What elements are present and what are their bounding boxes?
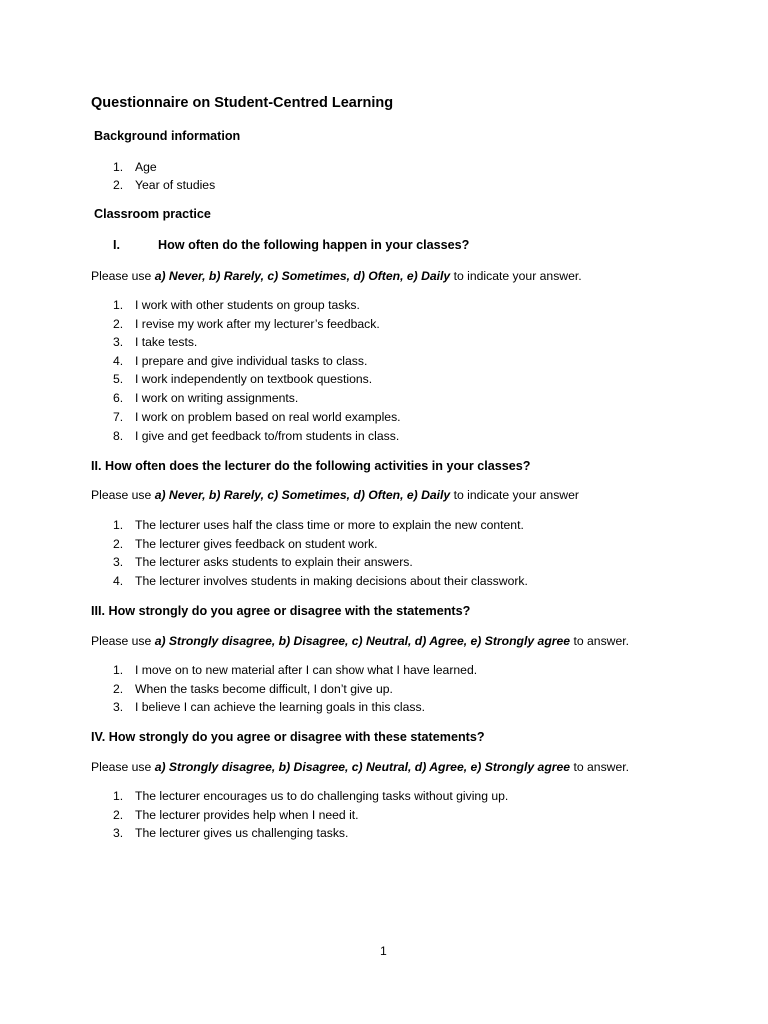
- list-text: The lecturer encourages us to do challenging tasks without giving up.: [135, 789, 509, 803]
- answer-scale: a) Strongly disagree, b) Disagree, c) Neutral, d) Agree, e) Strongly agree: [154, 634, 571, 648]
- answer-scale: a) Never, b) Rarely, c) Sometimes, d) Often, e) Daily: [154, 269, 451, 283]
- list-item: [113, 537, 378, 551]
- list-item: [113, 178, 215, 192]
- list-number: 8.: [113, 429, 124, 443]
- list-text: The lecturer asks students to explain their answers.: [135, 555, 413, 569]
- section-1-roman: I.: [113, 238, 120, 252]
- list-text: The lecturer involves students in making decisions about their classwork.: [135, 574, 528, 588]
- intro-text: Please use: [91, 760, 155, 774]
- list-number: 2.: [113, 178, 124, 192]
- section-1-title: How often do the following happen in your classes?: [158, 238, 470, 252]
- list-number: 1.: [113, 298, 124, 312]
- list-number: 2.: [113, 317, 124, 331]
- answer-scale: a) Never, b) Rarely, c) Sometimes, d) Often, e) Daily: [154, 488, 451, 502]
- page-number: 1: [380, 944, 387, 958]
- list-item: [113, 518, 524, 532]
- list-text: I work with other students on group tasks.: [135, 298, 360, 312]
- list-item: [113, 429, 399, 443]
- list-item: [113, 700, 425, 714]
- section-1-heading: [113, 238, 469, 252]
- list-number: 3.: [113, 555, 124, 569]
- list-item: [113, 354, 367, 368]
- section-4-heading: IV. How strongly do you agree or disagree with these statements?: [91, 730, 485, 744]
- list-text: I believe I can achieve the learning goals in this class.: [135, 700, 425, 714]
- intro-text: to indicate your answer.: [450, 269, 582, 283]
- list-number: 1.: [113, 518, 124, 532]
- background-heading: Background information: [94, 129, 241, 143]
- list-number: 3.: [113, 826, 124, 840]
- list-text: I prepare and give individual tasks to class.: [135, 354, 368, 368]
- list-item: [113, 808, 359, 822]
- list-text: I take tests.: [135, 335, 198, 349]
- section-3-intro: [91, 634, 629, 648]
- list-item: [113, 789, 508, 803]
- intro-text: Please use: [91, 269, 155, 283]
- list-text: Year of studies: [135, 178, 216, 192]
- list-item: [113, 335, 197, 349]
- list-item: [113, 663, 477, 677]
- list-text: I revise my work after my lecturer’s feedback.: [135, 317, 380, 331]
- list-number: 1.: [113, 663, 124, 677]
- intro-text: to answer.: [570, 634, 630, 648]
- list-text: I work on problem based on real world examples.: [135, 410, 401, 424]
- list-text: I give and get feedback to/from students in class.: [135, 429, 400, 443]
- list-number: 2.: [113, 682, 124, 696]
- list-number: 3.: [113, 335, 124, 349]
- answer-scale: a) Strongly disagree, b) Disagree, c) Neutral, d) Agree, e) Strongly agree: [154, 760, 571, 774]
- list-text: I work independently on textbook questions.: [135, 372, 373, 386]
- list-number: 1.: [113, 160, 124, 174]
- list-number: 2.: [113, 537, 124, 551]
- list-number: 3.: [113, 700, 124, 714]
- section-1-intro: [91, 269, 582, 283]
- list-item: [113, 317, 380, 331]
- list-item: [113, 826, 348, 840]
- list-text: Age: [135, 160, 157, 174]
- list-item: [113, 410, 401, 424]
- list-item: [113, 555, 413, 569]
- list-item: [113, 682, 393, 696]
- list-item: [113, 574, 528, 588]
- list-text: The lecturer uses half the class time or more to explain the new content.: [135, 518, 524, 532]
- list-number: 7.: [113, 410, 124, 424]
- intro-text: Please use: [91, 488, 155, 502]
- section-4-intro: [91, 760, 629, 774]
- list-text: I move on to new material after I can show what I have learned.: [135, 663, 478, 677]
- classroom-heading: Classroom practice: [94, 207, 211, 221]
- list-number: 2.: [113, 808, 124, 822]
- intro-text: to indicate your answer: [450, 488, 579, 502]
- intro-text: Please use: [91, 634, 155, 648]
- list-number: 5.: [113, 372, 124, 386]
- list-item: [113, 391, 298, 405]
- list-text: When the tasks become difficult, I don’t give up.: [135, 682, 393, 696]
- document-title: Questionnaire on Student-Centred Learning: [91, 95, 394, 111]
- list-text: I work on writing assignments.: [135, 391, 299, 405]
- section-2-heading: II. How often does the lecturer do the following activities in your classes?: [91, 459, 531, 473]
- list-number: 6.: [113, 391, 124, 405]
- list-text: The lecturer gives feedback on student work.: [135, 537, 378, 551]
- intro-text: to answer.: [570, 760, 630, 774]
- list-item: [113, 298, 360, 312]
- list-number: 4.: [113, 574, 124, 588]
- list-number: 1.: [113, 789, 124, 803]
- section-2-intro: [91, 488, 579, 502]
- list-number: 4.: [113, 354, 124, 368]
- list-item: [113, 160, 157, 174]
- list-text: The lecturer provides help when I need it.: [135, 808, 359, 822]
- list-item: [113, 372, 372, 386]
- list-text: The lecturer gives us challenging tasks.: [135, 826, 349, 840]
- section-3-heading: III. How strongly do you agree or disagree with the statements?: [91, 604, 471, 618]
